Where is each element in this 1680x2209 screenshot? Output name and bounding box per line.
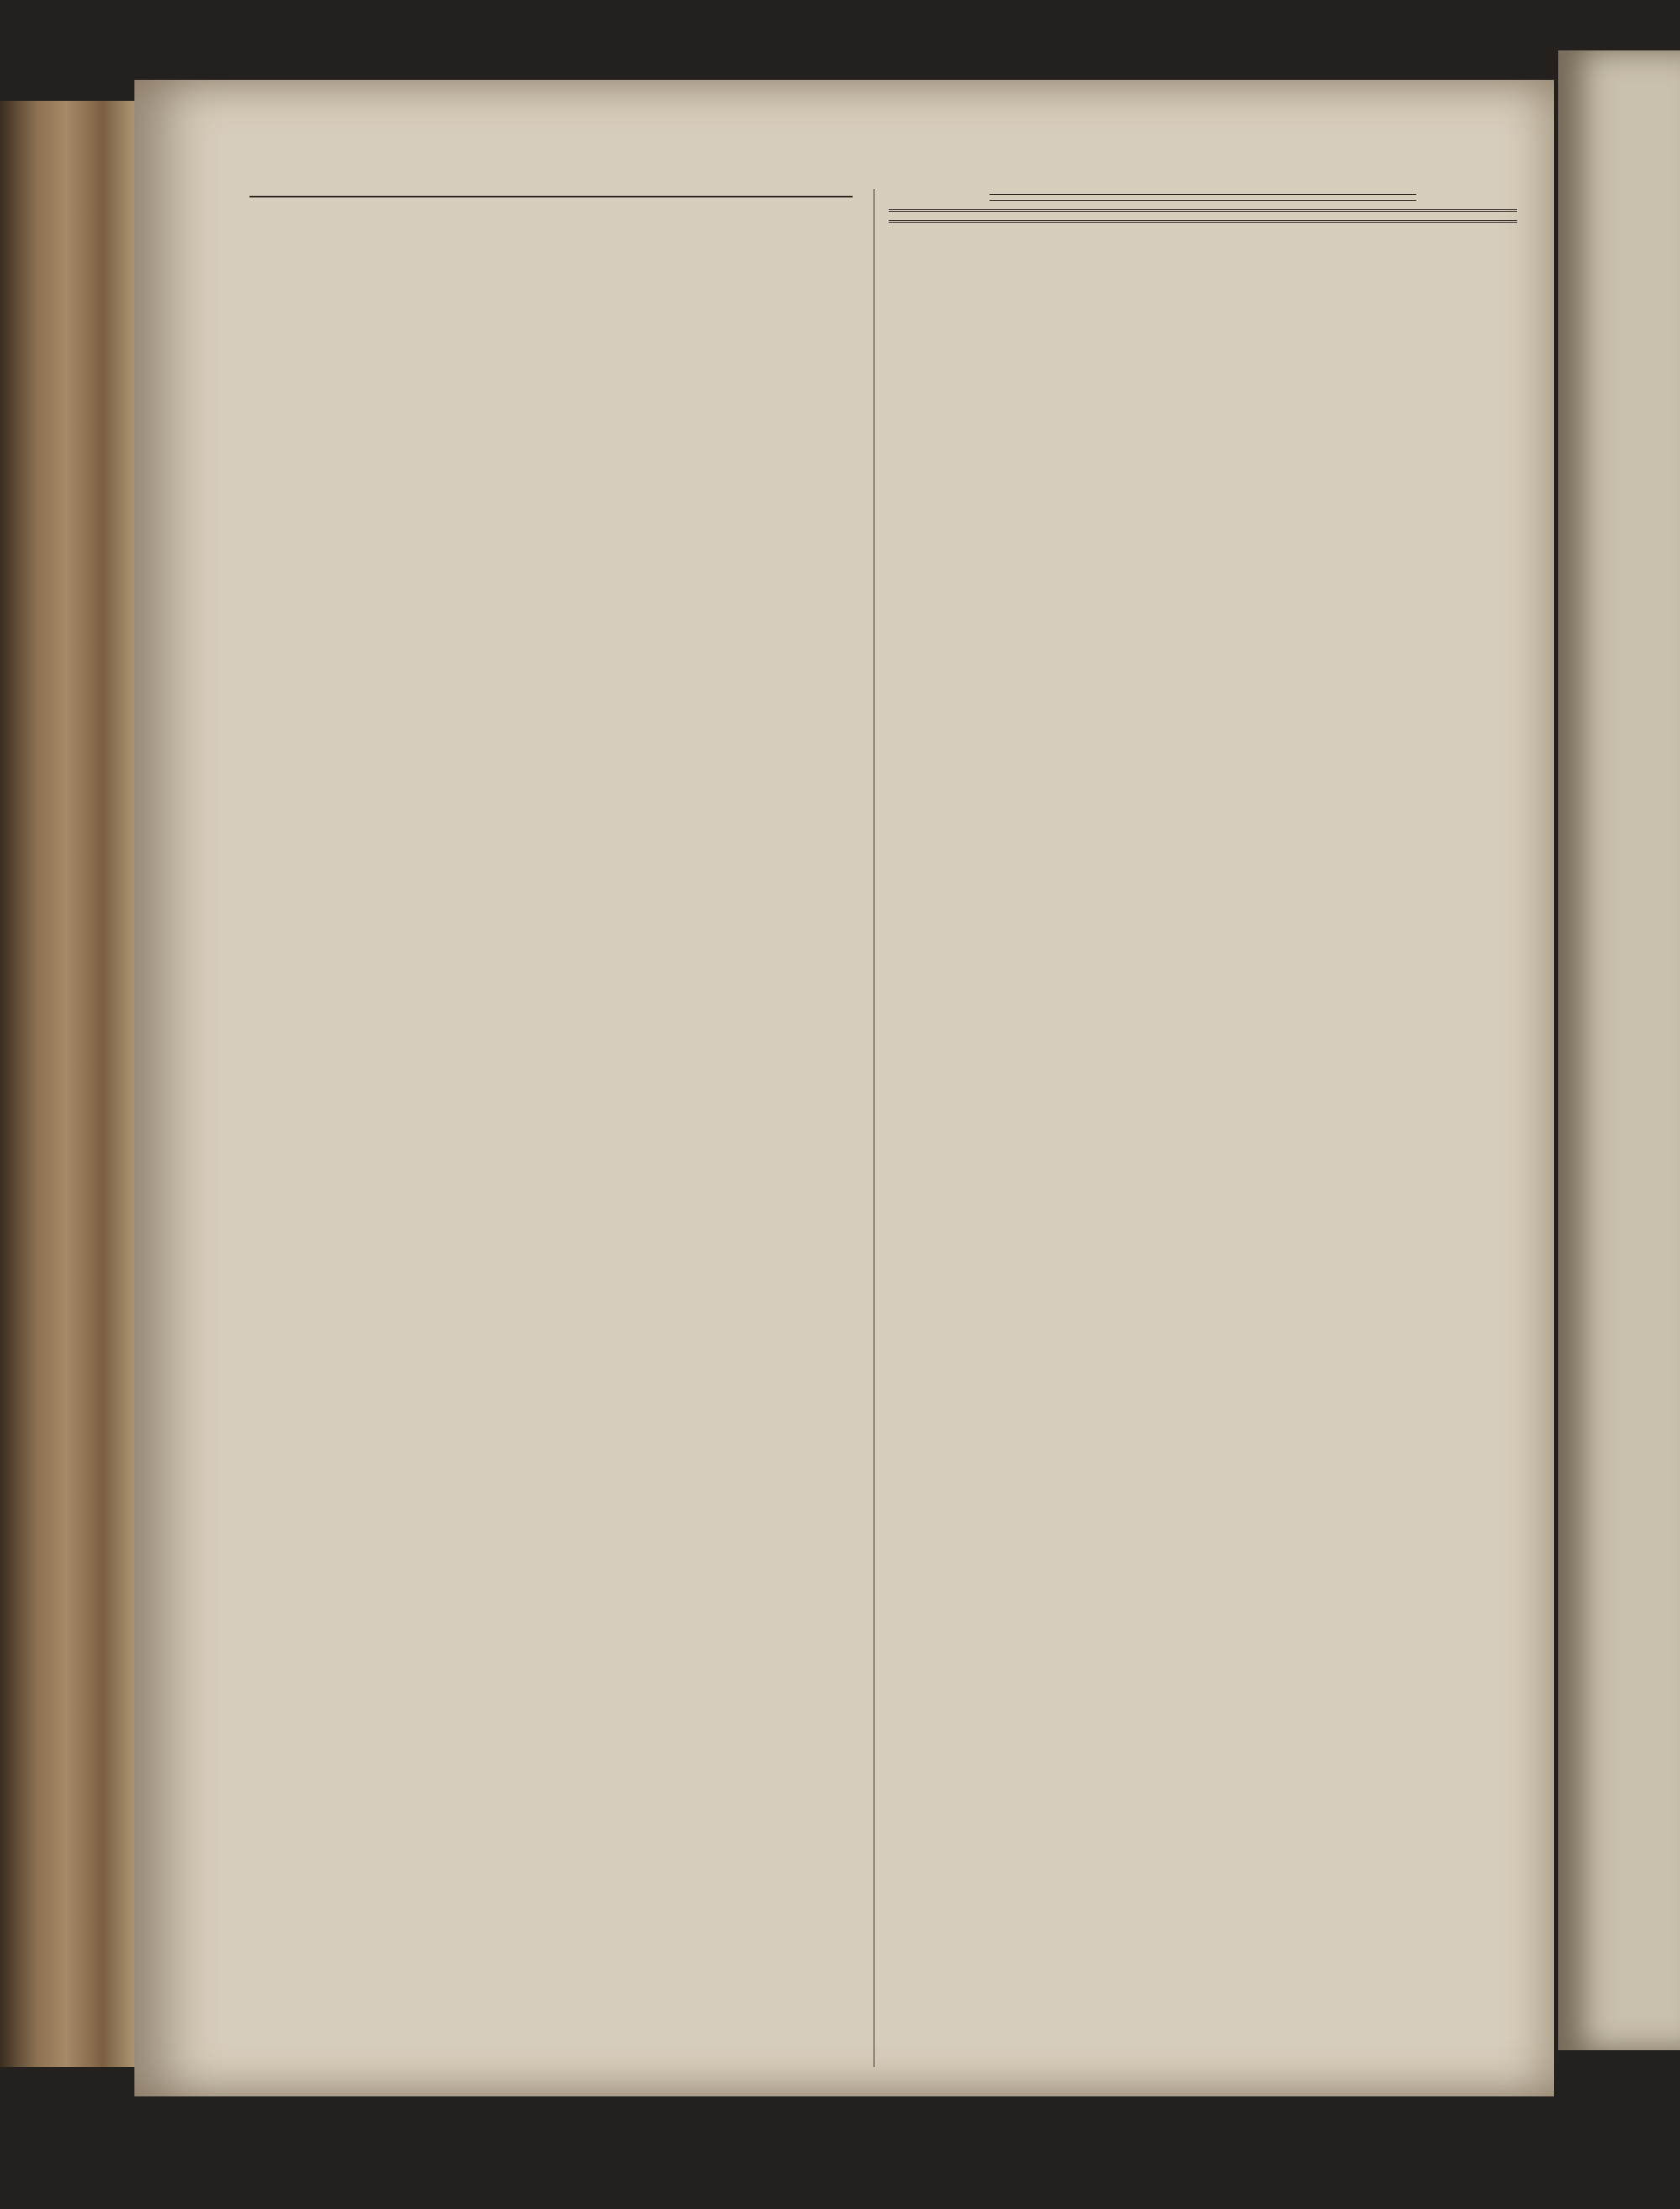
section-rule [889,209,1517,212]
right-column [889,189,1517,231]
section-rule [889,220,1517,223]
adjacent-page-fragment [1558,50,1680,2050]
separator [990,194,1416,195]
newspaper-page [134,80,1554,2096]
separator [990,200,1416,201]
left-column [249,189,853,204]
section-rule [249,196,853,197]
book-edge [0,101,147,2067]
